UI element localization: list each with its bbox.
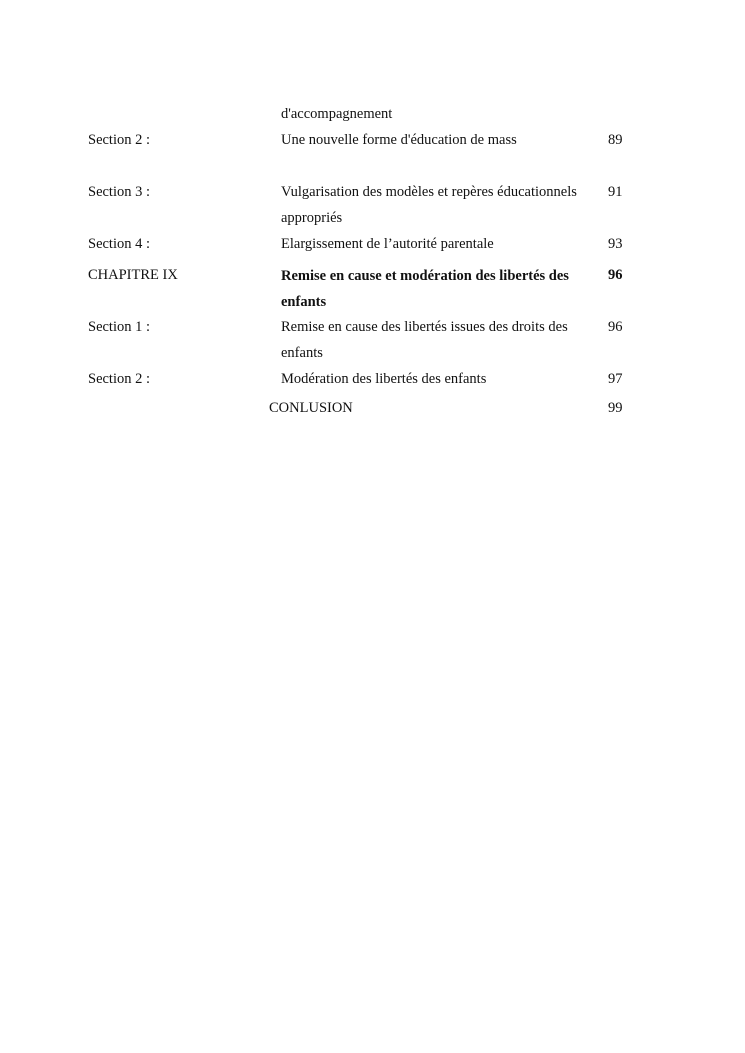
toc-entry-title-continuation: appropriés [281,210,343,226]
toc-chapter-title: Remise en cause et modération des libertés des [281,268,569,284]
toc-entry-page: 91 [608,184,623,200]
toc-entry-title: Une nouvelle forme d'éducation de mass [281,132,517,148]
toc-entry-title: Modération des libertés des enfants [281,371,487,387]
toc-entry-page: 89 [608,132,623,148]
toc-conclusion-label: CONLUSION [269,400,353,416]
toc-entry-title: Remise en cause des libertés issues des droits des [281,319,568,335]
toc-entry-title: Vulgarisation des modèles et repères éducationnels [281,184,577,200]
toc-entry-label: Section 4 : [88,236,151,252]
toc-entry-page: 96 [608,319,623,335]
toc-conclusion-page: 99 [608,400,623,416]
toc-chapter-title-continuation: enfants [281,294,327,310]
toc-entry-title-continuation: enfants [281,345,323,361]
toc-entry-label: Section 1 : [88,319,151,335]
toc-continuation-text: d'accompagnement [281,106,393,122]
toc-entry-label: Section 3 : [88,184,151,200]
toc-entry-title: Elargissement de l’autorité parentale [281,236,494,252]
toc-chapter-label: CHAPITRE IX [88,267,178,283]
toc-entry-label: Section 2 : [88,371,151,387]
toc-chapter-page: 96 [608,267,623,283]
toc-entry-label: Section 2 : [88,132,151,148]
toc-entry-page: 93 [608,236,623,252]
toc-entry-page: 97 [608,371,623,387]
